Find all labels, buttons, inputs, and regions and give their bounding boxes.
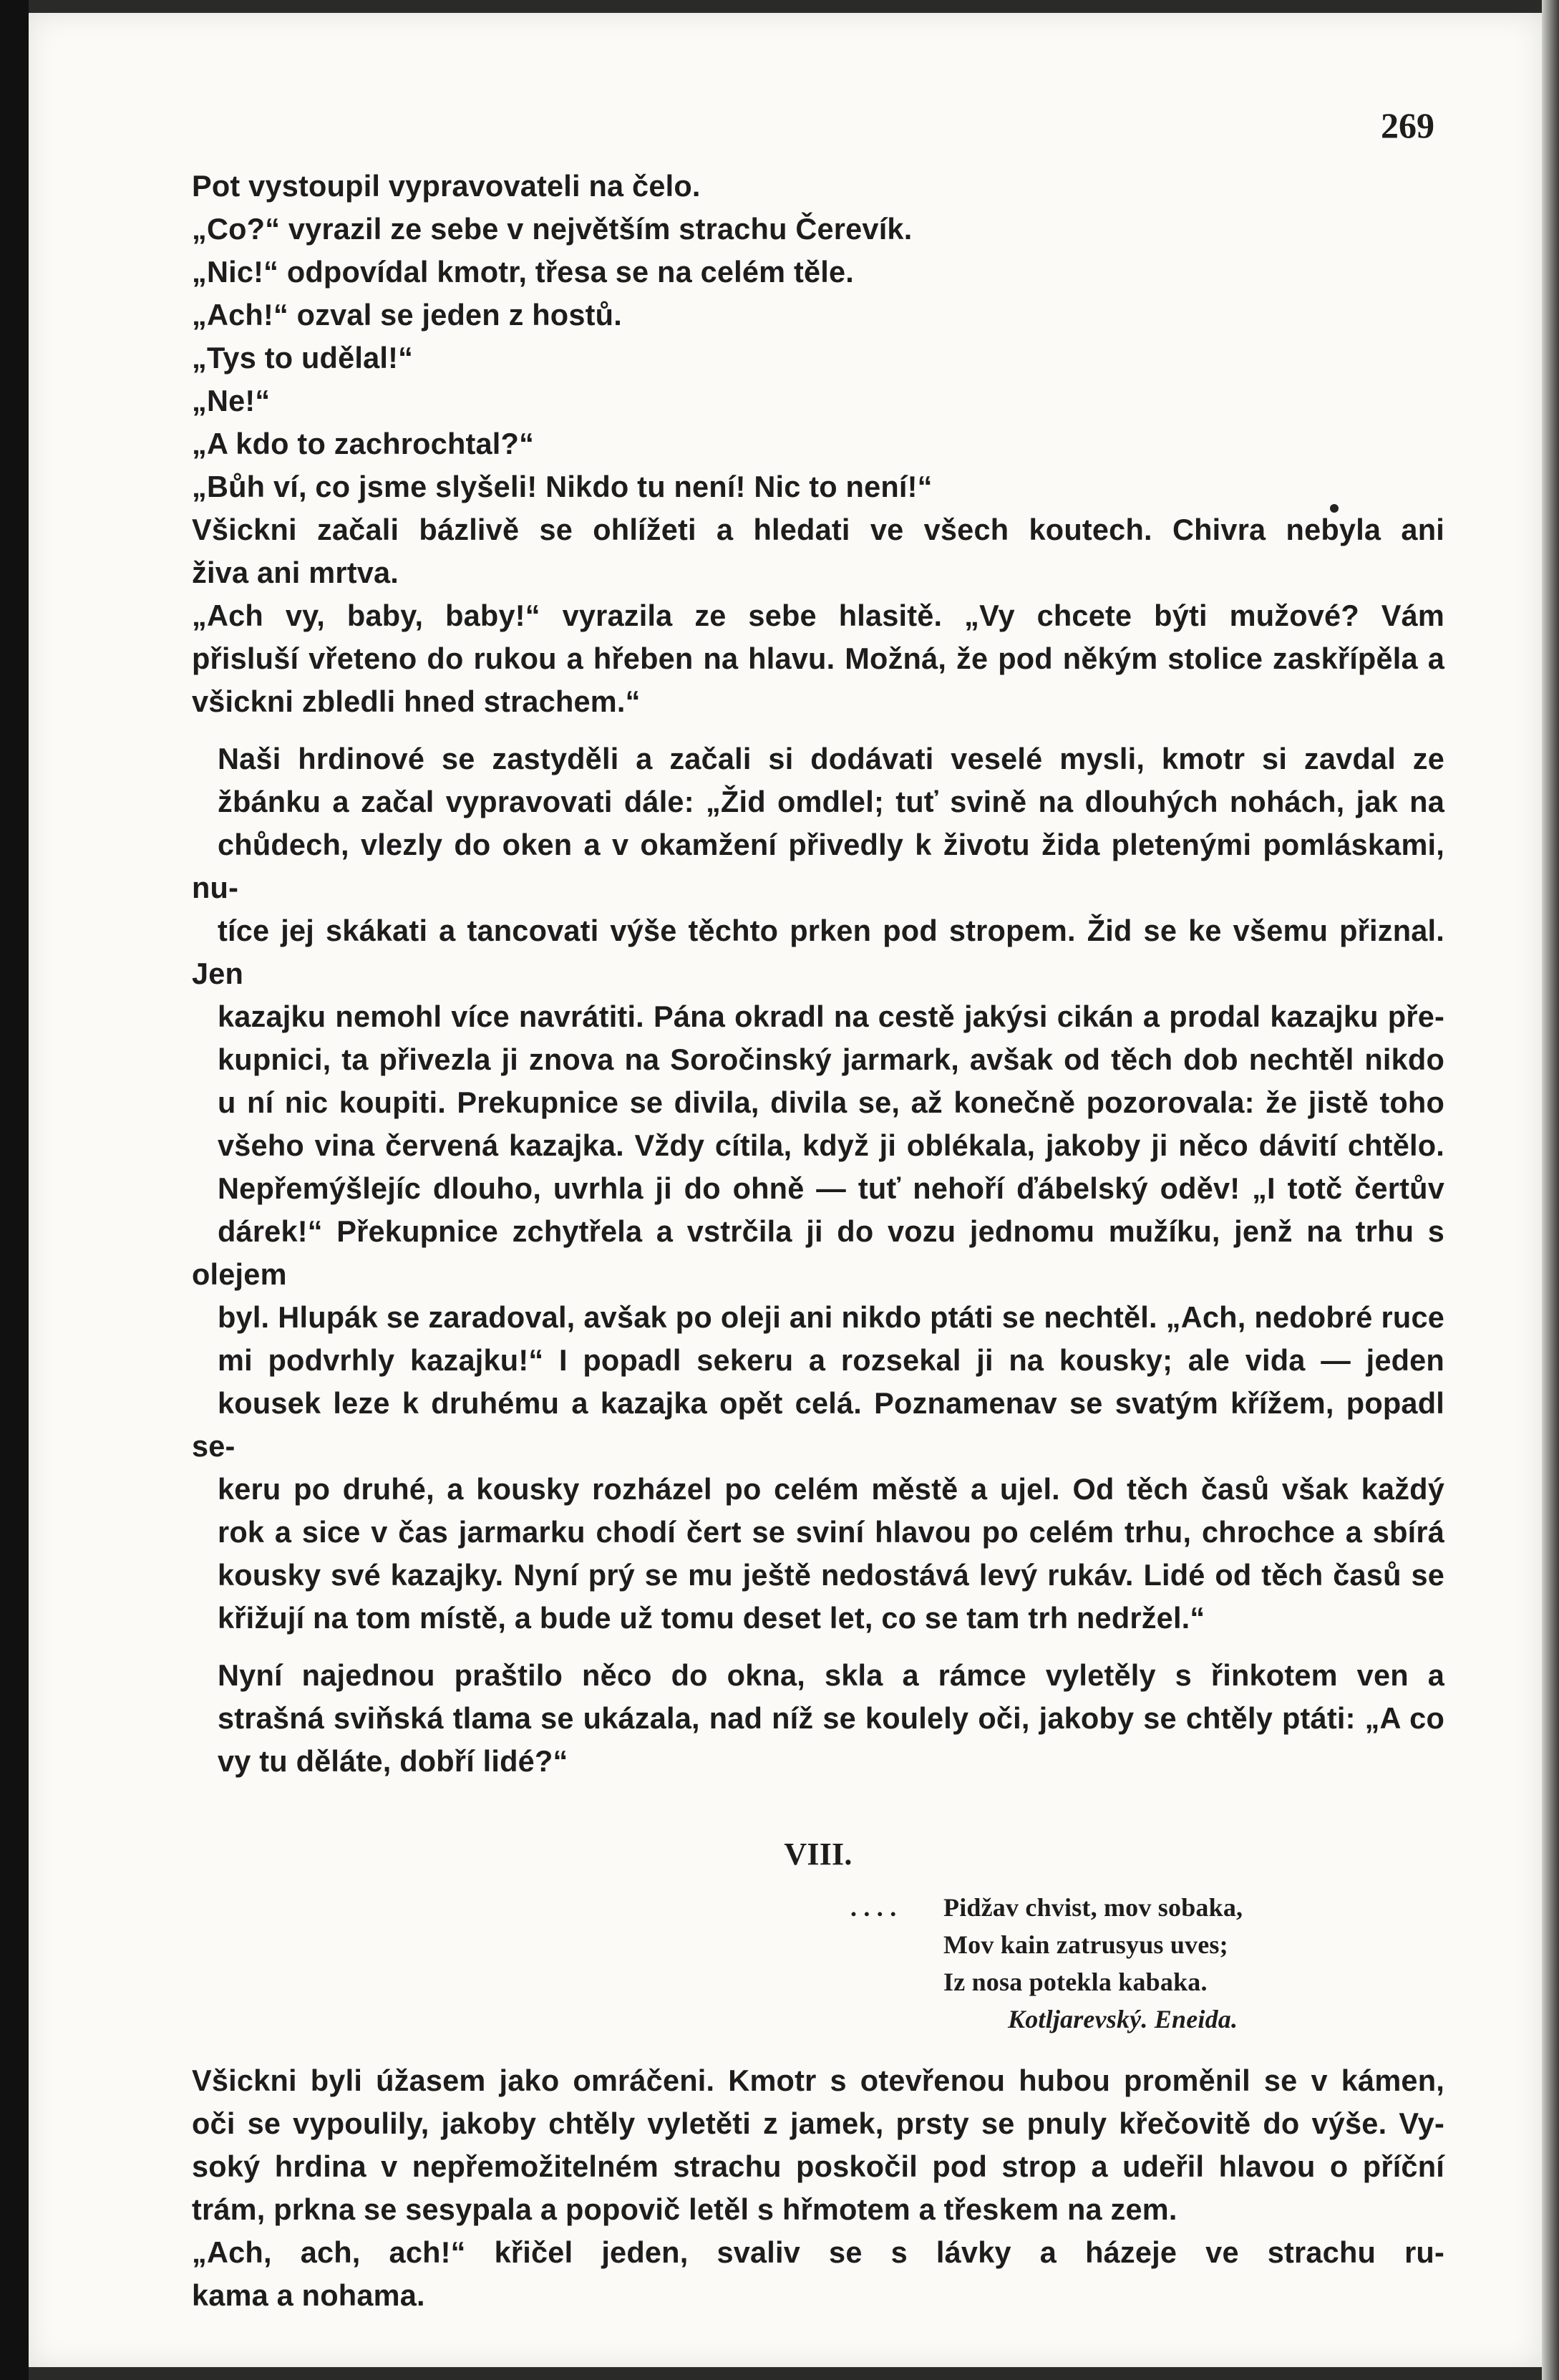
text-line: všickni zbledli hned strachem.“ xyxy=(192,685,641,718)
paragraph-p10 xyxy=(192,594,1444,723)
epigraph-source: Kotljarevský. Eneida. xyxy=(1008,2005,1238,2033)
epigraph-line-2: Mov kain zatrusyus uves; xyxy=(943,1930,1228,1959)
text-line: u ní nic koupiti. Prekupnice se divila, divila se, až konečně pozorovala: že jistě toho xyxy=(218,1085,1444,1119)
text-line: „Nic!“ odpovídal kmotr, třesa se na celém těle. xyxy=(192,255,855,289)
text-line: křižují na tom místě, a bude už tomu deset let, co se tam trh nedržel.“ xyxy=(218,1601,1205,1635)
paragraph-p6 xyxy=(192,379,1444,422)
text-line: keru po druhé, a kousky rozházel po celém městě a ujel. Od těch časů však každý xyxy=(218,1472,1444,1506)
scan-right-edge xyxy=(1542,0,1559,2380)
text-line: Nyní najednou praštilo něco do okna, skla a rámce vyletěly s řinkotem ven a xyxy=(218,1658,1444,1692)
text-line: „Bůh ví, co jsme slyšeli! Nikdo tu není! Nic to není!“ xyxy=(192,470,933,503)
text-line: Naši hrdinové se zastyděli a začali si dodávati veselé mysli, kmotr si zavdal ze xyxy=(218,742,1444,775)
text-line: „Ach!“ ozval se jeden z hostů. xyxy=(192,298,622,332)
text-line: „Co?“ vyrazil ze sebe v největším strachu Čerevík. xyxy=(192,212,913,246)
text-line: kousky své kazajky. Nyní prý se mu ještě nedostává levý rukáv. Lidé od těch časů se xyxy=(218,1558,1444,1592)
text-line: „Ach vy, baby, baby!“ vyrazila ze sebe hlasitě. „Vy chcete býti mužové? Vám xyxy=(192,599,1444,632)
text-line: „Tys to udělal!“ xyxy=(192,341,414,374)
text-line: „Ach, ach, ach!“ křičel jeden, svaliv se s lávky a házeje ve strachu ru- xyxy=(192,2235,1444,2269)
paragraph-p9 xyxy=(192,508,1444,594)
text-line: přisluší vřeteno do rukou a hřeben na hlavu. Možná, že pod někým stolice zaskřípěla a xyxy=(192,642,1444,675)
text-line: soký hrdina v nepřemožitelném strachu poskočil pod strop a udeřil hlavou o příční xyxy=(192,2149,1444,2183)
text-line: kama a nohama. xyxy=(192,2278,425,2312)
page-text xyxy=(192,165,1444,2317)
epigraph-dots: . . . . xyxy=(850,1893,897,1922)
epigraph-line-3: Iz nosa potekla kabaka. xyxy=(943,1968,1208,1996)
text-line: byl. Hlupák se zaradoval, avšak po oleji ani nikdo ptáti se nechtěl. „Ach, nedobré ruce xyxy=(218,1300,1444,1334)
text-line: živa ani mrtva. xyxy=(192,556,399,589)
text-line: dárek!“ Překupnice zchytřela a vstrčila ji do vozu jednomu mužíku, jenž na trhu s olejem xyxy=(192,1214,1444,1291)
text-line: tíce jej skákati a tancovati výše těchto prken pod stropem. Žid se ke všemu přiznal. Jen xyxy=(192,914,1444,990)
text-part-2 xyxy=(192,2059,1444,2317)
text-line: mi podvrhly kazajku!“ I popadl sekeru a rozsekal ji na kousky; ale vida — jeden xyxy=(218,1343,1444,1377)
paragraph-q2 xyxy=(192,2231,1444,2317)
text-line: trám, prkna se sesypala a popovič letěl s hřmotem a třeskem na zem. xyxy=(192,2192,1177,2226)
chapter-heading: VIII. xyxy=(784,1837,853,1872)
paragraph-p11 xyxy=(192,737,1444,1640)
text-line: chůdech, vlezly do oken a v okamžení přivedly k životu žida pletenými pomláskami, nu- xyxy=(192,828,1444,904)
text-line: Nepřemýšlejíc dlouho, uvrhla ji do ohně — tuť nehoří ďábelský oděv! „I totč čertův xyxy=(218,1171,1444,1205)
epigraph xyxy=(850,1889,1444,2038)
paragraph-p7 xyxy=(192,422,1444,465)
paragraph-q1 xyxy=(192,2059,1444,2231)
text-line: kousek leze k druhému a kazajka opět celá. Poznamenav se svatým křížem, popadl se- xyxy=(192,1386,1444,1463)
paragraph-p4 xyxy=(192,294,1444,337)
epigraph-line-1: . . . . Pidžav chvist, mov sobaka, xyxy=(943,1889,1444,1926)
paragraph-p8 xyxy=(192,465,1444,508)
text-line: „Ne!“ xyxy=(192,384,271,417)
text-line: „A kdo to zachrochtal?“ xyxy=(192,427,535,460)
text-line: kupnici, ta přivezla ji znova na Soročinský jarmark, avšak od těch dob nechtěl nikdo xyxy=(218,1043,1444,1076)
text-line: žbánku a začal vypravovati dále: „Žid omdlel; tuť svině na dlouhých nohách, jak na xyxy=(218,785,1444,818)
text-line: strašná sviňská tlama se ukázala, nad níž se koulely oči, jakoby se chtěly ptáti: „A co xyxy=(218,1701,1444,1735)
paragraph-p5 xyxy=(192,337,1444,379)
paragraph-p3 xyxy=(192,251,1444,294)
text-line: všeho vina červená kazajka. Vždy cítila, když ji oblékala, jakoby ji něco dávití chtělo. xyxy=(218,1128,1444,1162)
text-line: Všickni začali bázlivě se ohlížeti a hledati ve všech koutech. Chivra nebyla ani xyxy=(192,513,1444,546)
paragraph-p12 xyxy=(192,1654,1444,1783)
text-line: vy tu děláte, dobří lidé?“ xyxy=(218,1744,568,1778)
text-line: Pot vystoupil vypravovateli na čelo. xyxy=(192,169,701,203)
text-part-1 xyxy=(192,165,1444,1783)
text-line: rok a sice v čas jarmarku chodí čert se sviní hlavou po celém trhu, chrochce a sbírá xyxy=(218,1515,1444,1549)
paragraph-p2 xyxy=(192,208,1444,251)
paragraph-p1 xyxy=(192,165,1444,208)
text-line: Všickni byli úžasem jako omráčeni. Kmotr s otevřenou hubou proměnil se v kámen, xyxy=(192,2064,1444,2097)
scan-left-edge xyxy=(0,0,29,2380)
text-line: kazajku nemohl více navrátiti. Pána okradl na cestě jakýsi cikán a prodal kazajku pře- xyxy=(218,1000,1444,1033)
page-number: 269 xyxy=(1381,105,1434,145)
text-line: oči se vypoulily, jakoby chtěly vyletěti z jamek, prsty se pnuly křečovitě do výše. Vy- xyxy=(192,2106,1444,2140)
